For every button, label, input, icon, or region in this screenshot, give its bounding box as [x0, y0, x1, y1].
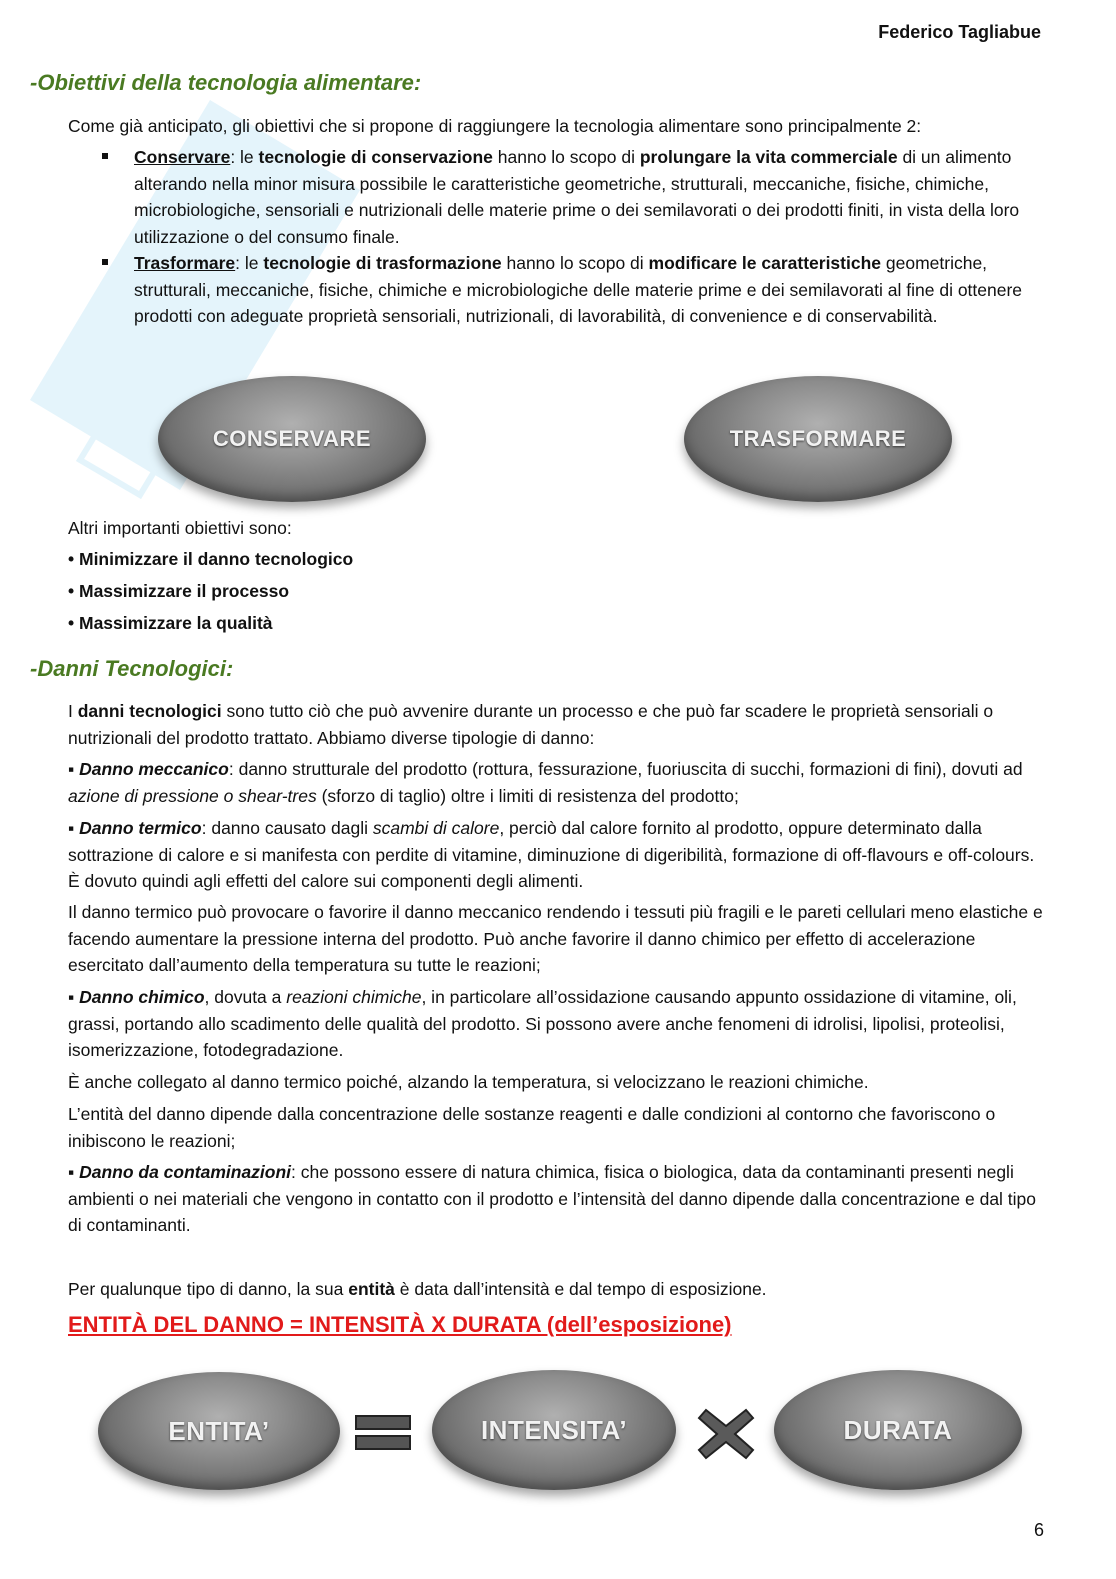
danno-chimico: ▪ Danno chimico, dovuta a reazioni chimiche, in particolare all’ossidazione causando appunto ossidazione di vitamine, oli, grassi, portando allo scadimento delle qualità del prodotto. Si possono avere anche fenomeni di idrolisi, lipolisi, proteolisi, isomerizzazione, fotodegradazione. — [68, 987, 1017, 1060]
other-goal-item: • Massimizzare il processo — [68, 581, 290, 601]
oval-durata: DURATA — [774, 1370, 1022, 1490]
other-goal-item: • Minimizzare il danno tecnologico — [68, 549, 354, 569]
other-goals-intro: Altri importanti obiettivi sono: — [68, 518, 292, 538]
goals-list — [68, 144, 1048, 330]
equals-icon — [354, 1414, 412, 1452]
square-bullet-icon — [102, 153, 108, 159]
oval-trasformare: TRASFORMARE — [684, 376, 952, 502]
goal-trasformare: Trasformare: le tecnologie di trasformazione hanno lo scopo di modificare le caratteristiche geometriche, strutturali, meccaniche, fisiche, chimiche e microbiologiche delle materie prime e dei semilavorati al fine di ottenere prodotti con adeguate proprietà sensoriali, nutrizionali, di lavorabilità, di convenience e di conservabilità. — [68, 250, 1048, 330]
section-title-danni: -Danni Tecnologici: — [30, 656, 234, 681]
goal-conservare: Conservare: le tecnologie di conservazione hanno lo scopo di prolungare la vita commerciale di un alimento alterando nella minor misura possibile le caratteristiche geometriche, strutturali, meccaniche, fisiche, chimiche, microbiologiche, sensoriali e nutrizionali delle materie prime o dei semilavorati o dei prodotti finiti, in vista della loro utilizzazione o del consumo finale. — [68, 144, 1048, 250]
danno-chimico-extra-2: L’entità del danno dipende dalla concentrazione delle sostanze reagenti e dalle condizioni al contorno che favoriscono o inibiscono le reazioni; — [68, 1104, 996, 1151]
danno-termico-extra: Il danno termico può provocare o favorire il danno meccanico rendendo i tessuti più fragili e le pareti cellulari meno elastiche e facendo aumentare la pressione interna del prodotto. Può anche favorire il danno chimico per effetto di accelerazione esercitato dall’aumento della temperatura su tutte le reazioni; — [68, 902, 1043, 975]
danno-meccanico: ▪ Danno meccanico: danno strutturale del prodotto (rottura, fessurazione, fuoriuscita di succhi, formazioni di fini), dovuti ad azione di pressione o shear-tres (sforzo di taglio) oltre i limiti di resistenza del prodotto; — [68, 759, 1023, 806]
oval-conservare: CONSERVARE — [158, 376, 426, 502]
danno-termico: ▪ Danno termico: danno causato dagli scambi di calore, perciò dal calore fornito al prodotto, oppure determinato dalla sottrazione di calore e si manifesta con perdite di vitamine, diminuzione di digeribilità, formazione di off-flavours e off-colours. È dovuto quindi agli effetti del calore sui componenti degli alimenti. — [68, 818, 1035, 891]
danno-chimico-extra-1: È anche collegato al danno termico poiché, alzando la temperatura, si velocizzano le reazioni chimiche. — [68, 1072, 869, 1092]
intro-paragraph: Come già anticipato, gli obiettivi che si propone di raggiungere la tecnologia alimentare sono principalmente 2: — [68, 116, 922, 136]
other-goals-list — [68, 543, 353, 639]
danno-contaminazioni: ▪ Danno da contaminazioni: che possono essere di natura chimica, fisica o biologica, data da contaminanti presenti negli ambienti o nei materiali che vengono in contatto con il prodotto e l’intensità del danno dipende dalla concentrazione e dal tipo di contaminanti. — [68, 1162, 1037, 1235]
section-title-obiettivi: -Obiettivi della tecnologia alimentare: — [30, 70, 422, 95]
oval-entita: ENTITA’ — [98, 1372, 340, 1490]
page-number: 6 — [1033, 1520, 1044, 1540]
formula-heading: ENTITÀ DEL DANNO = INTENSITÀ X DURATA (dell’esposizione) — [68, 1312, 732, 1337]
entity-line: Per qualunque tipo di danno, la sua entità è data dall’intensità e dal tempo di esposizione. — [68, 1279, 767, 1299]
oval-intensita: INTENSITA’ — [432, 1370, 676, 1490]
multiply-icon — [696, 1406, 756, 1462]
square-bullet-icon — [102, 259, 108, 265]
author-name: Federico Tagliabue — [878, 22, 1041, 42]
danni-intro: I danni tecnologici sono tutto ciò che può avvenire durante un processo e che può far scadere le proprietà sensoriali o nutrizionali del prodotto trattato. Abbiamo diverse tipologie di danno: — [68, 701, 994, 748]
other-goal-item: • Massimizzare la qualità — [68, 613, 273, 633]
